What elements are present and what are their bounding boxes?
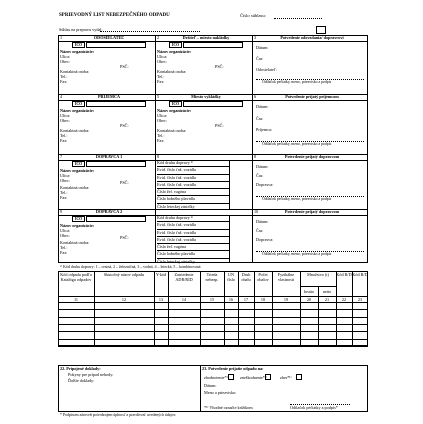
stamp-label: Odtlačok pečiatky, meno, priezvisko a podpis	[262, 142, 332, 146]
form-title: SPRIEVODNÝ LIST NEBEZPEČNÉHO ODPADU	[59, 13, 170, 18]
col-number: 19	[283, 297, 289, 302]
disposal-option-label: zneškodnenie*¹⁾	[240, 375, 268, 380]
fax-label: Fax:	[60, 79, 68, 84]
transport-row: Evid. číslo ťaž. vozidla	[157, 182, 229, 189]
time-label: Čas:	[256, 173, 264, 178]
table-header	[58, 272, 368, 296]
stamp-label: Odtlačok pečiatky, meno, priezvisko a podpis	[262, 80, 332, 84]
transport-row: Číslo žel. vagóna	[157, 189, 229, 196]
carrier2-ico-input[interactable]	[86, 216, 146, 222]
brutto-label: brutto	[303, 289, 314, 294]
org-name-label: Názov organizácie:	[60, 168, 95, 173]
col-number: 18	[260, 297, 266, 302]
tel-label: Tel.:	[157, 133, 165, 138]
date-label: Dátum:	[204, 383, 217, 388]
col-number: 11	[73, 297, 79, 302]
org-name-label: Názov organizácie:	[60, 108, 95, 113]
fax-label: Fax:	[60, 138, 68, 143]
time-label: Čas:	[256, 228, 264, 233]
col-header: Y-kód	[155, 272, 167, 277]
transport-code-list-2	[157, 215, 229, 265]
col-header: Fyzikálne vlastnosti	[277, 272, 295, 282]
col-header: Druh obalu	[241, 272, 251, 282]
transport-row: Evid. číslo ťaž. vozidla	[157, 222, 229, 229]
table-row[interactable]	[58, 309, 368, 310]
table-row[interactable]	[58, 331, 368, 332]
consent-number-field[interactable]	[274, 18, 322, 19]
transport-row: Evid. číslo ťaž. vozidla	[157, 237, 229, 244]
street-label: Ulica:	[60, 54, 71, 59]
col-number: 15	[209, 297, 215, 302]
netto-label: netto	[322, 289, 332, 294]
ico-label: IČO	[72, 216, 85, 222]
carrier1-heading: DOPRAVCA 1	[95, 154, 123, 159]
col-header: Skutočný názov odpadu	[103, 272, 145, 277]
name-label: Meno a priezvisko:	[204, 390, 237, 395]
carrier1-receipt-heading: Potvrdenie prijatý dopravcom	[284, 154, 340, 159]
section-number: 9	[60, 209, 63, 214]
contact-label: Kontaktná osoba:	[157, 128, 187, 133]
copy-number-box[interactable]	[316, 26, 326, 34]
section-number: 8	[254, 154, 257, 159]
date-label: Dátum:	[256, 164, 269, 169]
stamp-label: Odtlačok pečiatky, meno, priezvisko a podpis	[262, 197, 332, 201]
city-label: Obec:	[60, 59, 70, 64]
contact-label: Kontaktná osoba:	[60, 185, 90, 190]
transport-row: Číslo žel. vagóna	[157, 244, 229, 251]
street-label: Ulica:	[60, 228, 71, 233]
col-number: 20	[306, 297, 312, 302]
city-label: Obec:	[60, 178, 70, 183]
time-label: Čas:	[256, 56, 264, 61]
psc-label: PSČ:	[215, 64, 224, 69]
city-label: Obec:	[60, 118, 70, 123]
ico-label: IČO	[72, 42, 85, 48]
col-header: Trieda nebezp.	[205, 272, 219, 282]
date-label: Dátum:	[256, 45, 269, 50]
col-header: Kód R/D	[352, 272, 368, 277]
street-label: Ulica:	[60, 113, 71, 118]
org-name-label: Názov organizácie:	[60, 223, 95, 228]
city-label: Obec:	[157, 118, 167, 123]
sender-heading: ODOSIELATEĽ	[93, 35, 125, 40]
contact-label: Kontaktná osoba:	[157, 69, 187, 74]
carrier-sign-label: Dopravca:	[256, 182, 274, 187]
unloading-ico-input[interactable]	[183, 101, 243, 107]
section-number: 1	[60, 35, 63, 40]
transport-row: Číslo lodného plavidla	[157, 251, 229, 258]
carrier-sign-label: Dopravca:	[256, 237, 274, 242]
ico-label: IČO	[169, 42, 182, 48]
section-number: 6	[254, 94, 257, 99]
contact-label: Kontaktná osoba:	[60, 240, 90, 245]
psc-label: PSČ:	[120, 180, 129, 185]
col-header: Zatriedenie ADR/RID	[174, 272, 194, 282]
unloading-heading: Miesto vykládky	[191, 94, 221, 99]
receiver-heading: PRIJEMCA	[97, 94, 121, 99]
ico-label: IČO	[72, 161, 85, 167]
tel-label: Tel.:	[60, 245, 68, 250]
table-row[interactable]	[58, 317, 368, 318]
city-label: Obec:	[60, 233, 70, 238]
other-docs-label: Ďalšie doklady:	[68, 378, 95, 383]
col-number: 12	[121, 297, 127, 302]
street-label: Ulica:	[157, 54, 168, 59]
transport-row: Evid. číslo ťaž. vozidla	[157, 230, 229, 237]
recovery-option-label: zhodnotenie*¹⁾	[204, 375, 229, 380]
disposal-checkbox[interactable]	[265, 374, 271, 380]
holder-heading: Držiteľ – miesto nakládky	[182, 35, 230, 40]
psc-label: PSČ:	[215, 123, 224, 128]
col-number: 23	[357, 297, 363, 302]
col-header: Kód odpadu podľa Katalógu odpadov	[60, 272, 92, 282]
fax-label: Fax:	[157, 79, 165, 84]
tel-label: Tel.:	[157, 74, 165, 79]
acceptance-heading: 23. Potvrdenie prijatie odpadu na:	[202, 366, 264, 371]
transport-row: Evid. číslo ťaž. vozidla	[157, 167, 229, 174]
receipt-heading: Potvrdenie prijatý príjemcom	[285, 94, 339, 99]
col-number: 14	[181, 297, 187, 302]
date-label: Dátum:	[256, 104, 269, 109]
signature-footnote: * Podpisom zároveň potvrdzujem úplnosť a pravdivosť uvedených údajov.	[60, 413, 177, 417]
stamp-label: Odtlačok pečiatky, meno, priezvisko a podpis	[262, 252, 332, 256]
table-row[interactable]	[58, 339, 368, 340]
carrier1-ico-input[interactable]	[86, 161, 146, 167]
section-number: 5	[157, 94, 160, 99]
attached-docs-heading: 22. Pripojené doklady:	[60, 366, 101, 371]
col-number: 22	[341, 297, 347, 302]
transport-row: Kód druhu dopravy ¹⁾	[157, 160, 229, 167]
col-header: UN číslo	[227, 272, 235, 282]
carrier2-receipt-heading: Potvrdenie prijatý dopravcom	[284, 209, 340, 214]
fax-label: Fax:	[60, 250, 68, 255]
tel-label: Tel.:	[60, 74, 68, 79]
contact-label: Kontaktná osoba:	[60, 128, 90, 133]
transport-row: Číslo lodného plavidla	[157, 196, 229, 203]
col-header: Počet obalov	[257, 272, 269, 282]
checkbox-note: *¹⁾ Vhodné označte krížikom	[204, 405, 253, 410]
sender-ico-input[interactable]	[86, 42, 146, 48]
fax-label: Fax:	[60, 195, 68, 200]
consent-number-label: Číslo súhlasu:	[240, 13, 266, 18]
ico-label: IČO	[72, 101, 85, 107]
fax-label: Fax:	[157, 138, 165, 143]
column-numbers	[58, 297, 368, 302]
transport-row: Evid. číslo ťaž. vozidla	[157, 175, 229, 182]
city-label: Obec:	[157, 59, 167, 64]
handover-heading: Potvrdenie odovzdania/ dopravcovi	[280, 35, 344, 40]
transport-row: Číslo leteckej zásielky	[157, 203, 195, 209]
transport-consent-label: Súhlas na prepravu vydal:	[59, 27, 103, 32]
col-number: 16	[228, 297, 234, 302]
col-header: Množstvo (t)	[307, 272, 329, 277]
table-row[interactable]	[58, 346, 368, 347]
tel-label: Tel.:	[60, 190, 68, 195]
psc-label: PSČ:	[120, 64, 129, 69]
ico-label: IČO	[169, 101, 182, 107]
org-name-label: Názov organizácie:	[157, 49, 192, 54]
col-number: 17	[243, 297, 249, 302]
street-label: Ulica:	[60, 173, 71, 178]
psc-label: PSČ:	[120, 123, 129, 128]
recovery-checkbox[interactable]	[228, 374, 234, 380]
stamp-signature-label: Odtlačok pečiatky a podpis*	[290, 405, 338, 410]
time-label: Čas:	[256, 116, 264, 121]
section-number: 4	[60, 94, 63, 99]
collection-checkbox[interactable]	[296, 374, 302, 380]
section-number: 8	[157, 154, 160, 159]
psc-label: PSČ:	[120, 235, 129, 240]
transport-code-list	[157, 160, 229, 210]
table-row[interactable]	[58, 324, 368, 325]
tel-label: Tel.:	[60, 133, 68, 138]
org-name-label: Názov organizácie:	[157, 108, 192, 113]
col-header: Kód R/D	[336, 272, 352, 277]
collection-option-label: zber*¹⁾	[280, 375, 292, 380]
col-number: 21	[324, 297, 330, 302]
transport-row: Číslo leteckej zásielky	[157, 258, 195, 264]
section-number: 3	[254, 35, 257, 40]
section-number: 2	[157, 35, 160, 40]
contact-label: Kontaktná osoba:	[60, 69, 90, 74]
sender-sign-label: Odosielateľ:	[256, 67, 277, 72]
receiver-sign-label: Príjemca:	[256, 127, 273, 132]
col-number: 13	[158, 297, 164, 302]
holder-ico-input[interactable]	[183, 42, 243, 48]
section-number: 7	[60, 154, 63, 159]
receiver-ico-input[interactable]	[86, 101, 146, 107]
accident-instructions-label: Pokyny pre prípad nehody:	[68, 372, 114, 377]
date-label: Dátum:	[256, 219, 269, 224]
transport-consent-field[interactable]	[100, 31, 200, 32]
org-name-label: Názov organizácie:	[60, 49, 95, 54]
transport-row: Kód druhu dopravy ¹⁾	[157, 215, 229, 222]
street-label: Ulica:	[157, 113, 168, 118]
transport-code-footnote: ¹⁾ Kód druhu dopravy: 1 – cestná, 2 – železničná, 3 – vodná, 4 – letecká, 5 – kombinovaná	[60, 265, 201, 269]
carrier2-heading: DOPRAVCA 2	[95, 209, 123, 214]
section-number: 10	[254, 209, 259, 214]
